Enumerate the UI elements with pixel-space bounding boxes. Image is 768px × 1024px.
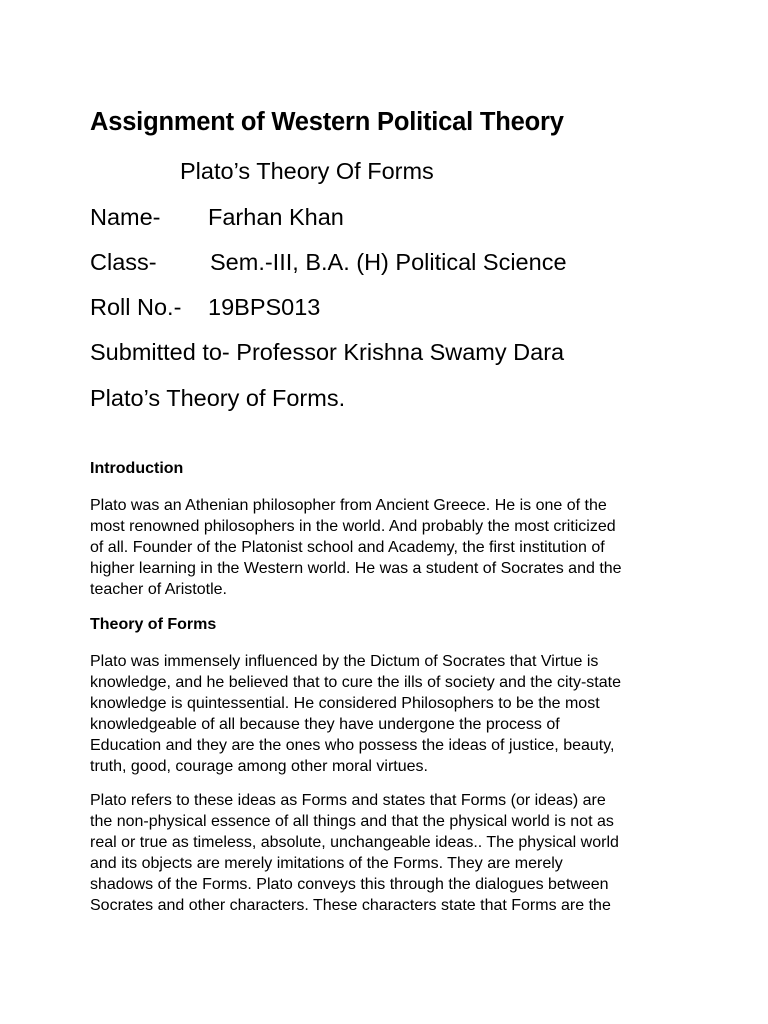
paragraph-line: knowledgeable of all because they have undergone the process of [90,716,560,733]
section-heading-theory-of-forms: Theory of Forms [90,616,217,633]
roll-value: 19BPS013 [208,294,321,320]
name-value: Farhan Khan [208,204,344,230]
paragraph-line: knowledge, and he believed that to cure the ills of society and the city-state [90,674,621,691]
document-subtitle: Plato’s Theory Of Forms [180,158,434,184]
paragraph-line: Education and they are the ones who possess the ideas of justice, beauty, [90,737,615,754]
class-value: Sem.-III, B.A. (H) Political Science [210,249,567,275]
paragraph-line: teacher of Aristotle. [90,581,227,598]
paragraph-theory-of-forms [90,651,690,777]
paragraph-line: Plato was an Athenian philosopher from Ancient Greece. He is one of the [90,497,607,514]
paragraph-introduction [90,495,690,600]
paragraph-line: the non-physical essence of all things and that the physical world is not as [90,813,614,830]
paragraph-line: knowledge is quintessential. He considered Philosophers to be the most [90,695,600,712]
section-heading-introduction: Introduction [90,460,184,477]
paragraph-line: Plato was immensely influenced by the Dictum of Socrates that Virtue is [90,653,599,670]
class-label: Class- [90,249,157,275]
paragraph-line: Plato refers to these ideas as Forms and states that Forms (or ideas) are [90,792,606,809]
paragraph-line: real or true as timeless, absolute, unchangeable ideas.. The physical world [90,834,619,851]
document-title: Assignment of Western Political Theory [90,108,564,136]
name-label: Name- [90,204,161,230]
paragraph-line: truth, good, courage among other moral virtues. [90,758,428,775]
paragraph-forms-ideas [90,790,690,916]
paragraph-line: of all. Founder of the Platonist school and Academy, the first institution of [90,539,605,556]
topic-line: Plato’s Theory of Forms. [90,385,346,411]
roll-label: Roll No.- [90,294,182,320]
paragraph-line: shadows of the Forms. Plato conveys this through the dialogues between [90,876,609,893]
paragraph-line: and its objects are merely imitations of the Forms. They are merely [90,855,563,872]
paragraph-line: Socrates and other characters. These characters state that Forms are the [90,897,611,914]
submitted-to: Submitted to- Professor Krishna Swamy Dara [90,339,565,365]
paragraph-line: most renowned philosophers in the world. And probably the most criticized [90,518,616,535]
paragraph-line: higher learning in the Western world. He was a student of Socrates and the [90,560,622,577]
